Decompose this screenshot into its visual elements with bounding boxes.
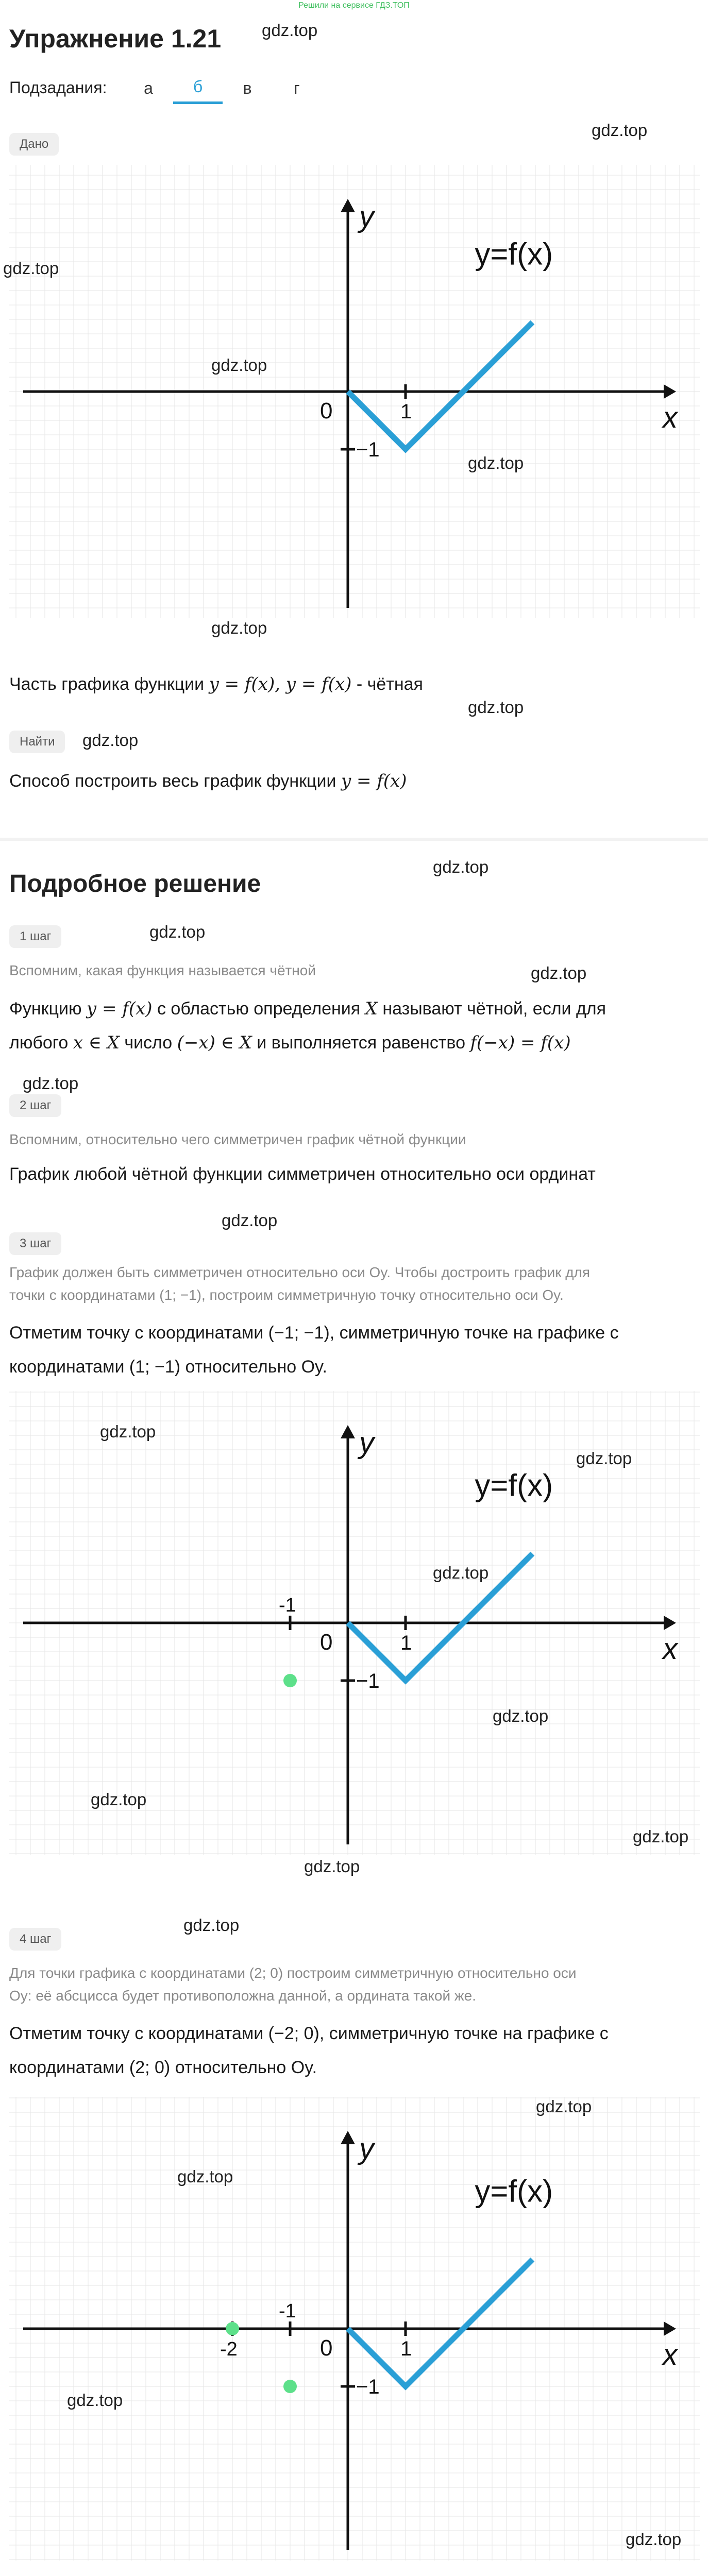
watermark: gdz.top — [433, 1563, 489, 1582]
tab-v[interactable]: в — [243, 78, 252, 97]
origin-label: 0 — [320, 2335, 333, 2361]
watermark: gdz.top — [262, 21, 318, 40]
x-axis-label: x — [663, 2338, 678, 2371]
watermark: gdz.top — [67, 2391, 123, 2410]
find-chip: Найти — [9, 731, 65, 753]
tick-x-minus1-label: -1 — [279, 2300, 296, 2322]
watermark: gdz.top — [100, 1422, 156, 1441]
y-axis-arrow — [341, 1425, 355, 1438]
tab-b[interactable]: б — [173, 72, 223, 104]
step1-text-b: любого x ∈ X число (−x) ∈ X и выполняется равенство f(−x) = f(x) — [9, 1032, 571, 1053]
step2-hint: Вспомним, относительно чего симметричен график чётной функции — [9, 1131, 466, 1147]
watermark: gdz.top — [211, 618, 267, 637]
watermark: gdz.top — [82, 731, 139, 750]
watermark: gdz.top — [468, 698, 524, 717]
watermark: gdz.top — [211, 355, 267, 375]
graph-step4-svg — [9, 2097, 700, 2561]
step3-hint-b: точки с координатами (1; −1), построим симметричную точку относительно оси Oy. — [9, 1287, 564, 1303]
tick-y-minus1-label: −1 — [356, 2376, 380, 2398]
step3-text-b: координатами (1; −1) относительно Oy. — [9, 1357, 327, 1377]
tab-a[interactable]: а — [144, 78, 153, 97]
point-minus2-0 — [226, 2322, 239, 2335]
step1-text-a: Функцию y = f(x) с областью определения X называют чётной, если для — [9, 998, 606, 1019]
subtasks-label: Подзадания: — [9, 78, 107, 97]
step2-text: График любой чётной функции симметричен относительно оси ординат — [9, 1164, 596, 1184]
tick-x-minus2-label: -2 — [220, 2338, 238, 2360]
tab-g[interactable]: г — [294, 78, 300, 97]
x-axis-arrow — [664, 384, 676, 399]
watermark: gdz.top — [149, 922, 206, 941]
y-axis-label: y — [359, 1426, 374, 1460]
step4-chip: 4 шаг — [9, 1928, 61, 1951]
y-axis-arrow — [341, 199, 355, 212]
watermark: gdz.top — [468, 453, 524, 472]
watermark: gdz.top — [536, 2097, 592, 2116]
watermark: gdz.top — [304, 1857, 360, 1876]
solution-title: Подробное решение — [9, 870, 261, 897]
point-minus1-minus1 — [283, 1674, 297, 1687]
step2-chip: 2 шаг — [9, 1094, 61, 1117]
step3-hint-a: График должен быть симметричен относительно оси Oy. Чтобы достроить график для — [9, 1264, 591, 1280]
subtask-tabs — [124, 72, 322, 108]
watermark: gdz.top — [183, 1916, 240, 1935]
function-label: y=f(x) — [475, 2174, 553, 2209]
divider — [0, 838, 708, 841]
x-axis-arrow — [664, 2321, 676, 2336]
top-note: Решили на сервисе ГДЗ.ТОП — [298, 1, 410, 10]
watermark: gdz.top — [493, 1706, 549, 1725]
step4-hint-b: Oy: её абсцисса будет противоположна данной, а ордината такой же. — [9, 1988, 476, 2004]
function-graph-right — [348, 323, 532, 449]
page-title: Упражнение 1.21 — [9, 24, 222, 53]
y-axis-label: y — [359, 200, 374, 233]
step3-chip: 3 шаг — [9, 1232, 61, 1255]
graph-given — [9, 165, 700, 618]
watermark: gdz.top — [633, 1827, 689, 1846]
step4-hint-a: Для точки графика с координатами (2; 0) построим симметричную относительно оси — [9, 1965, 577, 1981]
step4-text-a: Отметим точку с координатами (−2; 0), симметричную точке на графике с — [9, 2024, 609, 2043]
y-axis-label: y — [359, 2132, 374, 2165]
tick-x-minus1-label: -1 — [279, 1595, 296, 1616]
step1-hint: Вспомним, какая функция называется чётной — [9, 962, 316, 978]
x-axis-arrow — [664, 1616, 676, 1630]
watermark: gdz.top — [91, 1790, 147, 1809]
function-graph-right — [348, 2260, 532, 2386]
watermark: gdz.top — [23, 1074, 79, 1093]
tick-x1-label: 1 — [400, 400, 412, 423]
origin-label: 0 — [320, 398, 333, 423]
tick-x1-label: 1 — [400, 1632, 412, 1654]
find-text: Способ построить весь график функции y = f(x) — [9, 771, 407, 791]
graph-step4 — [9, 2097, 700, 2561]
watermark: gdz.top — [177, 2167, 233, 2186]
watermark: gdz.top — [531, 963, 587, 982]
y-axis-arrow — [341, 2131, 355, 2144]
origin-label: 0 — [320, 1630, 333, 1655]
function-label: y=f(x) — [475, 236, 553, 272]
given-text: Часть графика функции y = f(x), y = f(x) - чётная — [9, 674, 423, 694]
watermark: gdz.top — [3, 259, 59, 278]
graph-given-svg — [9, 165, 700, 618]
given-chip: Дано — [9, 133, 59, 156]
x-axis-label: x — [663, 1632, 678, 1666]
watermark: gdz.top — [626, 2530, 682, 2549]
tick-y-minus1-label: −1 — [356, 438, 380, 461]
tick-x1-label: 1 — [400, 2337, 412, 2360]
watermark: gdz.top — [433, 857, 489, 876]
watermark: gdz.top — [576, 1449, 632, 1468]
step1-chip: 1 шаг — [9, 925, 61, 948]
tick-y-minus1-label: −1 — [356, 1670, 380, 1692]
watermark: gdz.top — [222, 1211, 278, 1230]
step3-text-a: Отметим точку с координатами (−1; −1), симметричную точке на графике с — [9, 1323, 619, 1343]
function-label: y=f(x) — [475, 1468, 553, 1503]
point-minus1-minus1 — [283, 2380, 297, 2393]
x-axis-label: x — [663, 401, 678, 434]
step4-text-b: координатами (2; 0) относительно Oy. — [9, 2058, 317, 2077]
watermark: gdz.top — [592, 121, 648, 140]
